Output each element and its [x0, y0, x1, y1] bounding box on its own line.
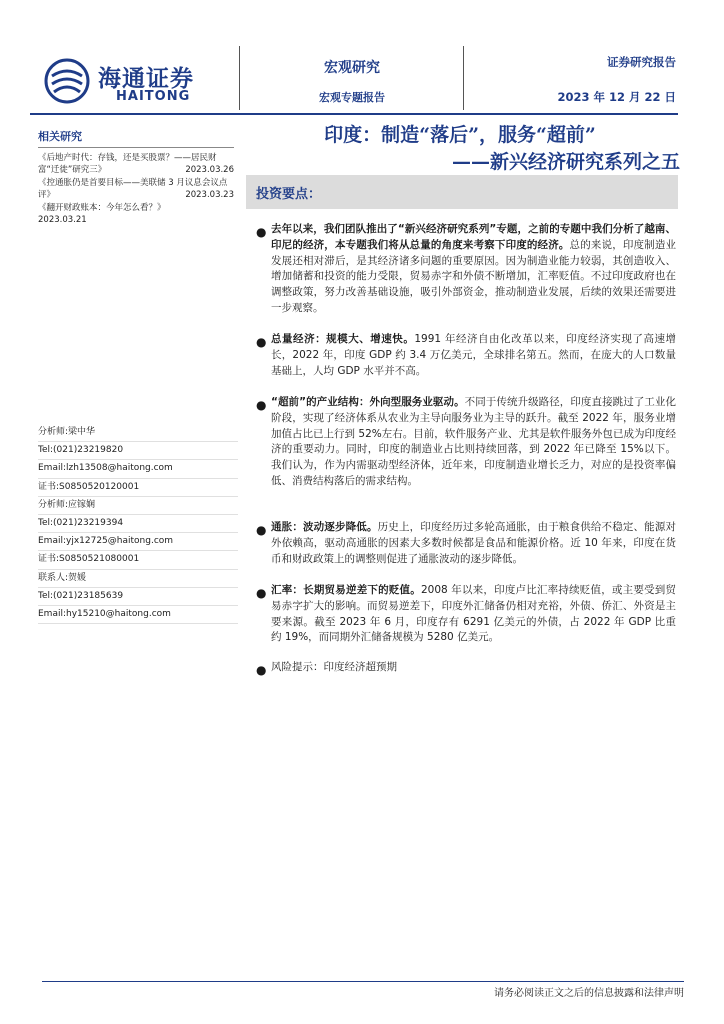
footer-rule — [42, 981, 684, 982]
analyst-name: 分析师:梁中华 — [38, 424, 238, 442]
report-subcategory: 宏观专题报告 — [319, 91, 385, 104]
analyst-cert: 证书:S0850521080001 — [38, 551, 238, 569]
related-item-date: 2023.03.26 — [185, 165, 234, 175]
bullet-text: 总的来说，印度制造业发展还相对滞后，是其经济诸多问题的重要原因。因为制造业能力较弱，其创造收入、增加储蓄和投资的能力受限，贸易赤字和外债不断增加，汇率贬值。不过印度政府也在调整政策，努力改善基础设施，吸引外部资金，推动制造业发展，后续的效果还需要进一步观察。 — [271, 238, 677, 314]
investment-title: 投资要点： — [256, 187, 322, 202]
contact-tel: Tel:(021)23185639 — [38, 588, 238, 606]
related-research-title: 相关研究 — [38, 128, 234, 148]
report-subtitle: ——新兴经济研究系列之五 — [451, 151, 680, 173]
bullet-icon: ● — [256, 586, 267, 600]
related-item[interactable] — [38, 152, 234, 176]
highlight-bullet — [256, 583, 676, 646]
report-category: 宏观研究 — [324, 60, 380, 76]
related-item-text: 《后地产时代：存钱，还是买股票？——居民财富“迁徙”研究三》 — [38, 153, 217, 175]
bullet-text: 2008 年以来，印度卢比汇率持续贬值，或主要受到贸易赤字扩大的影响。而贸易逆差下，印度外汇储备仍相对充裕，外债、侨汇、外资是主要来源。截至 2023 年 6 月，印度存有 6291 亿美元的外债，占 2022 年 GDP 比重约 19%，而同期外汇储备规模为 5280 亿美元。 — [271, 584, 677, 644]
related-item[interactable] — [38, 202, 234, 226]
report-type: 证券研究报告 — [607, 55, 676, 69]
bullet-lead: “超前”的产业结构：外向型服务业驱动。 — [271, 396, 465, 408]
related-item-date: 2023.03.23 — [185, 190, 234, 200]
risk-text: 风险提示：印度经济超预期 — [271, 661, 397, 673]
related-item-text: 《控通胀仍是首要目标——美联储 3 月议息会议点评》 — [38, 178, 228, 200]
bullet-text: 不同于传统升级路径，印度直接跳过了工业化阶段，实现了经济体系从农业为主导向服务业为主导的跃升。截至 2022 年，服务业增加值占比已上行到 52%左右。目前，软件服务产业、尤其是软件服务外包已成为印度经济的重要动力。同时，印度的制造业占比则持续回落，到 2022 年已降至 15%以下。我们认为，作为内需驱动型经济体，近年来，印度制造业增长乏力，对应的是投资率偏低、消费结构落后的需求结构。 — [271, 396, 676, 487]
analyst-email[interactable]: Email:yjx12725@haitong.com — [38, 533, 238, 551]
related-research — [38, 128, 234, 227]
bullet-icon: ● — [256, 335, 267, 349]
bullet-icon: ● — [256, 398, 267, 412]
bullet-lead: 去年以来，我们团队推出了“新兴经济研究系列”专题，之前的专题中我们分析了越南、印尼的经济，本专题我们将从总量的角度来考察下印度的经济。 — [271, 223, 676, 251]
header-divider — [239, 46, 240, 110]
header-divider — [463, 46, 464, 110]
bullet-lead: 通胀：波动逐步降低。 — [271, 521, 378, 533]
related-item-text: 《翻开财政账本：今年怎么看？》 — [38, 203, 166, 213]
highlight-bullet — [256, 222, 676, 317]
bullet-icon: ● — [256, 225, 267, 239]
analyst-email[interactable]: Email:lzh13508@haitong.com — [38, 460, 238, 478]
bullet-text: 历史上，印度经历过多轮高通胀，由于粮食供给不稳定、能源对外依赖高，驱动高通胀的因素大多数时候都是食品和能源价格。近 10 年来，印度在货币和财政政策上的调整则促进了通胀波动的逐步降低。 — [271, 521, 677, 565]
related-item-date: 2023.03.21 — [38, 215, 87, 225]
company-name-cn: 海通证券 — [98, 65, 194, 92]
bullet-lead: 汇率：长期贸易逆差下的贬值。 — [271, 584, 421, 596]
report-date: 2023 年 12 月 22 日 — [557, 90, 676, 104]
company-name-en: HAITONG — [116, 89, 191, 104]
haitong-logo-icon — [44, 58, 90, 104]
header-rule — [30, 113, 678, 115]
footer-disclaimer: 请务必阅读正文之后的信息披露和法律声明 — [494, 988, 684, 999]
related-item[interactable] — [38, 177, 234, 201]
analyst-tel: Tel:(021)23219820 — [38, 442, 238, 460]
report-title: 印度：制造“落后”，服务“超前” — [324, 124, 596, 146]
bullet-icon: ● — [256, 523, 267, 537]
highlight-bullet — [256, 395, 676, 490]
analyst-contacts — [38, 424, 238, 624]
bullet-text: 1991 年经济自由化改革以来，印度经济实现了高速增长，2022 年，印度 GDP 约 3.4 万亿美元，全球排名第五。然而，在庞大的人口数量基础上，人均 GDP 水平并不高。 — [271, 333, 676, 377]
contact-email[interactable]: Email:hy15210@haitong.com — [38, 606, 238, 624]
analyst-cert: 证书:S0850520120001 — [38, 479, 238, 497]
highlight-bullet — [256, 332, 676, 379]
company-logo — [44, 58, 214, 108]
bullet-lead: 总量经济：规模大、增速快。 — [271, 333, 415, 345]
contact-name: 联系人:贺媛 — [38, 570, 238, 588]
analyst-tel: Tel:(021)23219394 — [38, 515, 238, 533]
bullet-icon: ● — [256, 663, 267, 677]
highlight-bullet — [256, 520, 676, 567]
risk-warning — [256, 660, 676, 676]
analyst-name: 分析师:应镓娴 — [38, 497, 238, 515]
